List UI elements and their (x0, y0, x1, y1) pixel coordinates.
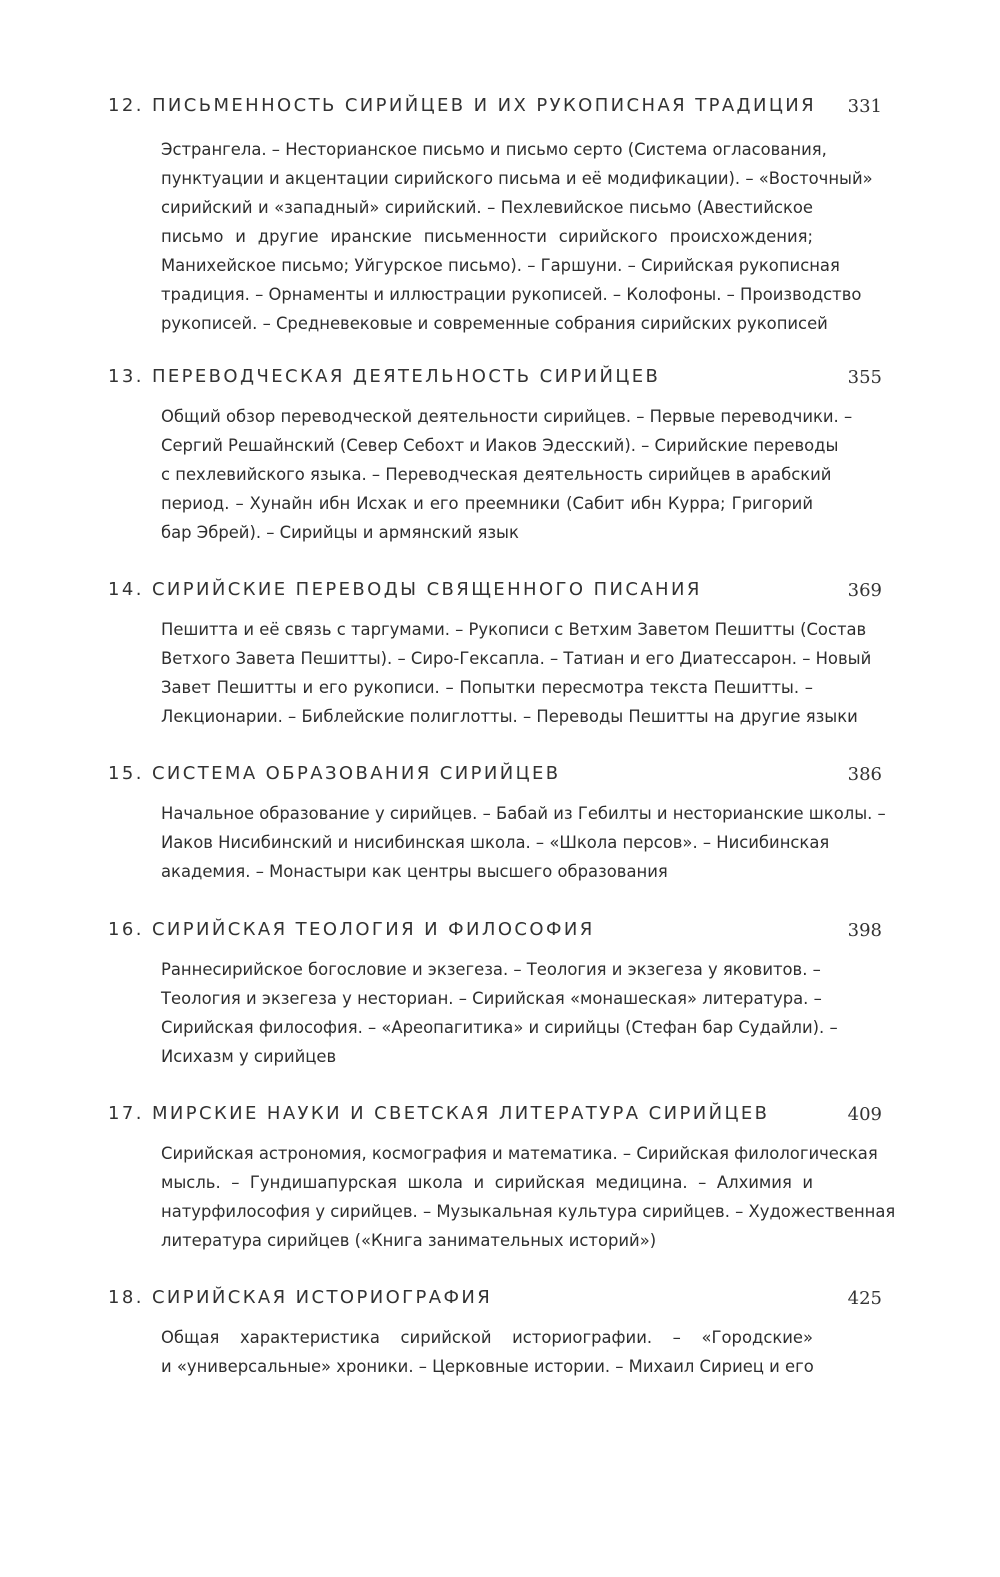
description-line: пунктуации и акцентации сирийского письма и её модификации). – «Восточный» (161, 169, 873, 188)
description-line: мысль. – Гундишапурская школа и сирийская медицина. – Алхимия и (161, 1173, 813, 1192)
chapter-description (161, 955, 838, 1071)
description-line: Сирийская философия. – «Ареопагитика» и сирийцы (Стефан бар Судайли). – (161, 1018, 838, 1037)
description-line: Лекционарии. – Библейские полиглотты. – Переводы Пешитты на другие языки (161, 707, 858, 726)
chapter-title: 16. СИРИЙСКАЯ ТЕОЛОГИЯ И ФИЛОСОФИЯ (108, 919, 595, 940)
chapter-description (161, 615, 872, 731)
chapter-heading[interactable] (0, 95, 1000, 129)
description-line: период. – Хунайн ибн Исхак и его преемники (Сабит ибн Курра; Григорий (161, 494, 813, 513)
chapter-heading[interactable] (0, 763, 1000, 797)
description-line: Раннесирийское богословие и экзегеза. – Теология и экзегеза у яковитов. – (161, 960, 821, 979)
description-line: Эстрангела. – Несторианское письмо и письмо серто (Система огласования, (161, 140, 827, 159)
chapter-title: 18. СИРИЙСКАЯ ИСТОРИОГРАФИЯ (108, 1287, 493, 1308)
description-line: и «универсальные» хроники. – Церковные истории. – Михаил Сириец и его (161, 1357, 814, 1376)
chapter-description (161, 402, 853, 547)
chapter-description (161, 1139, 896, 1255)
chapter-page-number: 331 (847, 96, 882, 117)
description-line: академия. – Монастыри как центры высшего образования (161, 862, 668, 881)
chapter-heading[interactable] (0, 366, 1000, 400)
description-line: с пехлевийского языка. – Переводческая деятельность сирийцев в арабский (161, 465, 832, 484)
description-line: Исихазм у сирийцев (161, 1047, 337, 1066)
description-line: бар Эбрей). – Сирийцы и армянский язык (161, 523, 519, 542)
description-line: Манихейское письмо; Уйгурское письмо). – Гаршуни. – Сирийская рукописная (161, 256, 840, 275)
description-line: Пешитта и её связь с таргумами. – Рукописи с Ветхим Заветом Пешитты (Состав (161, 620, 867, 639)
chapter-heading[interactable] (0, 1287, 1000, 1321)
description-line: Сергий Решайнский (Север Себохт и Иаков Эдесский). – Сирийские переводы (161, 436, 839, 455)
description-line: Завет Пешитты и его рукописи. – Попытки пересмотра текста Пешитты. – (161, 678, 813, 697)
chapter-page-number: 386 (847, 764, 882, 785)
description-line: Иаков Нисибинский и нисибинская школа. – «Школа персов». – Нисибинская (161, 833, 830, 852)
chapter-heading[interactable] (0, 579, 1000, 613)
description-line: Сирийская астрономия, космография и математика. – Сирийская филологическая (161, 1144, 878, 1163)
description-line: литература сирийцев («Книга занимательных историй») (161, 1231, 657, 1250)
chapter-title: 13. ПЕРЕВОДЧЕСКАЯ ДЕЯТЕЛЬНОСТЬ СИРИЙЦЕВ (108, 366, 661, 387)
description-line: рукописей. – Средневековые и современные собрания сирийских рукописей (161, 314, 828, 333)
chapter-description (161, 1323, 813, 1381)
chapter-title: 14. СИРИЙСКИЕ ПЕРЕВОДЫ СВЯЩЕННОГО ПИСАНИЯ (108, 579, 702, 600)
chapter-heading[interactable] (0, 919, 1000, 953)
chapter-title: 12. ПИСЬМЕННОСТЬ СИРИЙЦЕВ И ИХ РУКОПИСНАЯ ТРАДИЦИЯ (108, 95, 817, 116)
chapter-page-number: 409 (847, 1104, 882, 1125)
description-line: Начальное образование у сирийцев. – Бабай из Гебилты и несторианские школы. – (161, 804, 886, 823)
chapter-description (161, 135, 873, 338)
chapter-description (161, 799, 886, 886)
description-line: Теология и экзегеза у несториан. – Сирийская «монашеская» литература. – (161, 989, 822, 1008)
chapter-page-number: 425 (847, 1288, 882, 1309)
description-line: Общий обзор переводческой деятельности сирийцев. – Первые переводчики. – (161, 407, 853, 426)
description-line: сирийский и «западный» сирийский. – Пехлевийское письмо (Авестийское (161, 198, 813, 217)
chapter-page-number: 398 (847, 920, 882, 941)
chapter-title: 17. МИРСКИЕ НАУКИ И СВЕТСКАЯ ЛИТЕРАТУРА СИРИЙЦЕВ (108, 1103, 770, 1124)
description-line: Общая характеристика сирийской историографии. – «Городские» (161, 1328, 813, 1347)
description-line: Ветхого Завета Пешитты). – Сиро-Гексапла. – Татиан и его Диатессарон. – Новый (161, 649, 872, 668)
chapter-page-number: 369 (847, 580, 882, 601)
description-line: натурфилософия у сирийцев. – Музыкальная культура сирийцев. – Художественная (161, 1202, 896, 1221)
chapter-heading[interactable] (0, 1103, 1000, 1137)
description-line: традиция. – Орнаменты и иллюстрации рукописей. – Колофоны. – Производство (161, 285, 862, 304)
chapter-page-number: 355 (847, 367, 882, 388)
chapter-title: 15. СИСТЕМА ОБРАЗОВАНИЯ СИРИЙЦЕВ (108, 763, 561, 784)
description-line: письмо и другие иранские письменности сирийского происхождения; (161, 227, 813, 246)
